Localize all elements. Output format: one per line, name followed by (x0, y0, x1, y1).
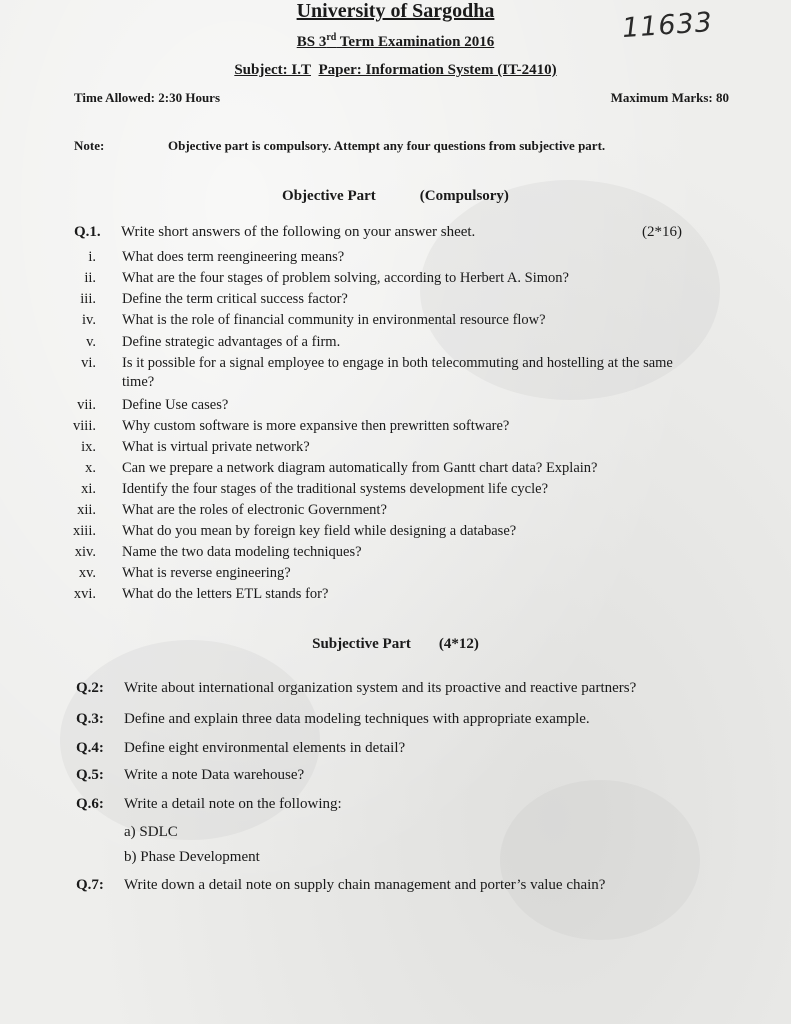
note-label: Note: (74, 138, 105, 153)
question-marks: (2*16) (642, 224, 682, 240)
item-number: xi. (81, 481, 96, 497)
item-text: Why custom software is more expansive then prewritten software? (122, 418, 510, 434)
item-text: Define strategic advantages of a firm. (122, 334, 341, 350)
item-text: Is it possible for a signal employee to engage in both telecommuting and hostelling at the same (122, 355, 673, 371)
item-number: xii. (77, 502, 96, 518)
item-text: What is virtual private network? (122, 439, 310, 455)
subjective-question-number: Q.5: (76, 767, 104, 783)
subjective-question-number: Q.2: (76, 680, 104, 696)
item-text: Can we prepare a network diagram automatically from Gantt chart data? Explain? (122, 460, 598, 476)
subjective-question-text: Define and explain three data modeling techniques with appropriate example. (124, 711, 590, 727)
item-text: What does term reengineering means? (122, 249, 345, 265)
item-text: time? (122, 374, 155, 390)
subjective-question-number: Q.3: (76, 711, 104, 727)
subjective-question-text: Write down a detail note on supply chain management and porter’s value chain? (124, 877, 606, 893)
item-number: ii. (84, 270, 96, 286)
paper: Paper: Information System (IT-2410) (318, 62, 557, 78)
question-number: Q.1. (74, 224, 101, 240)
subjective-question-text: Define eight environmental elements in detail? (124, 740, 406, 756)
item-number: xv. (78, 565, 96, 581)
time-allowed: Time Allowed: 2:30 Hours (74, 90, 221, 105)
question-text: Write short answers of the following on your answer sheet. (121, 224, 476, 240)
item-text: What do you mean by foreign key field while designing a database? (122, 523, 517, 539)
exam-title: BS 3rd Term Examination 2016 (296, 32, 495, 50)
subjective-question-text: Write a detail note on the following: (124, 796, 342, 812)
subjective-question-text: Write about international organization system and its proactive and reactive partners? (124, 680, 637, 696)
item-number: i. (88, 249, 96, 265)
subjective-question-number: Q.7: (76, 877, 104, 893)
subjective-question-number: Q.4: (76, 740, 104, 756)
item-number: iii. (80, 291, 96, 307)
item-text: Identify the four stages of the traditional systems development life cycle? (122, 481, 549, 497)
item-text: What are the four stages of problem solving, according to Herbert A. Simon? (122, 270, 569, 286)
sub-item: a) SDLC (124, 824, 178, 840)
item-text: What do the letters ETL stands for? (122, 586, 329, 602)
item-text: Define Use cases? (122, 397, 229, 413)
item-text: What is the role of financial community in environmental resource flow? (122, 312, 546, 328)
item-text: What is reverse engineering? (122, 565, 291, 581)
item-number: ix. (81, 439, 96, 455)
subjective-heading: Subjective Part (4*12) (312, 636, 479, 652)
paper-crease (500, 780, 700, 940)
item-number: x. (85, 460, 96, 476)
subjective-question-number: Q.6: (76, 796, 104, 812)
item-number: xvi. (73, 586, 96, 602)
item-number: xiv. (74, 544, 96, 560)
objective-heading: Objective Part (Compulsory) (282, 188, 509, 204)
sub-item: b) Phase Development (124, 849, 260, 865)
item-text: Name the two data modeling techniques? (122, 544, 362, 560)
item-number: viii. (73, 418, 96, 434)
item-number: vii. (77, 397, 96, 413)
subject-line (0, 62, 791, 79)
item-text: What are the roles of electronic Government? (122, 502, 387, 518)
item-number: vi. (81, 355, 96, 371)
university-title: University of Sargodha (296, 0, 495, 22)
item-text: Define the term critical success factor? (122, 291, 348, 307)
maximum-marks: Maximum Marks: 80 (610, 90, 729, 105)
item-number: iv. (82, 312, 96, 328)
item-number: v. (86, 334, 96, 350)
subjective-question-text: Write a note Data warehouse? (124, 767, 305, 783)
item-number: xiii. (73, 523, 96, 539)
handwritten-number: 11633 (621, 6, 714, 45)
subject: Subject: I.T (234, 62, 311, 78)
note-text: Objective part is compulsory. Attempt any four questions from subjective part. (168, 138, 606, 153)
